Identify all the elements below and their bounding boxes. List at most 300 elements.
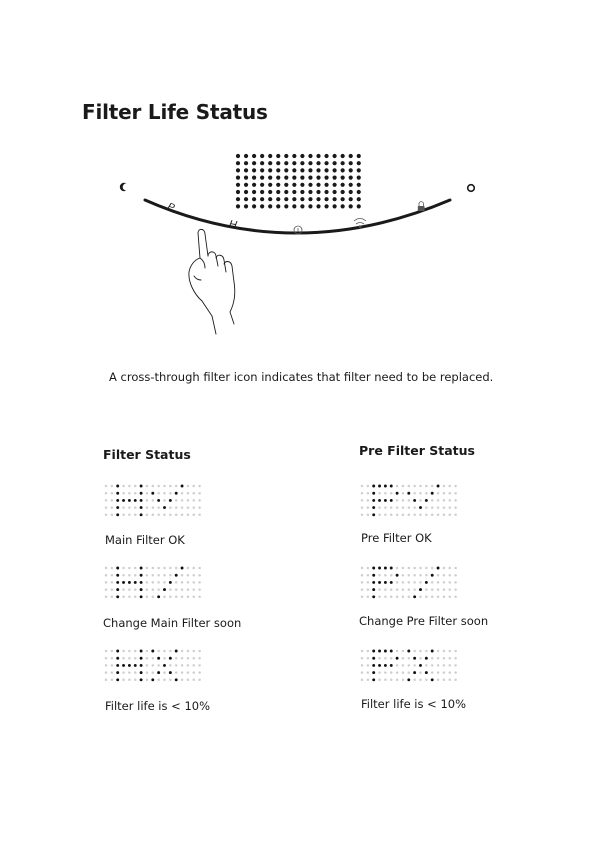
unlit-dot	[402, 567, 405, 570]
dot-matrix-display	[236, 154, 361, 209]
unlit-dot	[146, 679, 149, 682]
lit-dot	[163, 588, 166, 591]
unlit-dot	[402, 581, 405, 584]
unlit-dot	[449, 514, 452, 517]
unlit-dot	[437, 492, 440, 495]
lit-dot	[151, 678, 154, 681]
unlit-dot	[361, 506, 364, 509]
unlit-dot	[425, 485, 428, 488]
unlit-dot	[187, 485, 190, 488]
unlit-dot	[454, 574, 457, 577]
unlit-dot	[449, 664, 452, 667]
unlit-dot	[361, 581, 364, 584]
unlit-dot	[419, 679, 422, 682]
unlit-dot	[193, 650, 196, 653]
lit-dot	[413, 657, 416, 660]
unlit-dot	[443, 581, 446, 584]
unlit-dot	[187, 650, 190, 653]
lit-dot	[431, 574, 434, 577]
unlit-dot	[198, 574, 201, 577]
lit-dot	[181, 567, 184, 570]
unlit-dot	[169, 664, 172, 667]
unlit-dot	[157, 492, 160, 495]
lit-dot	[169, 671, 172, 674]
lit-dot	[396, 492, 399, 495]
unlit-dot	[122, 492, 125, 495]
unlit-dot	[378, 506, 381, 509]
lit-dot	[116, 588, 119, 591]
lit-dot	[157, 595, 160, 598]
unlit-dot	[396, 679, 399, 682]
unlit-dot	[443, 567, 446, 570]
unlit-dot	[128, 492, 131, 495]
unlit-dot	[187, 514, 190, 517]
lit-dot	[378, 581, 381, 584]
unlit-dot	[146, 506, 149, 509]
unlit-dot	[175, 499, 178, 502]
unlit-dot	[384, 671, 387, 674]
unlit-dot	[128, 650, 131, 653]
unlit-dot	[157, 514, 160, 517]
lit-dot	[163, 664, 166, 667]
lit-dot	[140, 574, 143, 577]
unlit-dot	[437, 581, 440, 584]
unlit-dot	[402, 671, 405, 674]
lit-dot	[372, 678, 375, 681]
lit-dot	[384, 499, 387, 502]
lit-dot	[116, 650, 119, 653]
unlit-dot	[361, 664, 364, 667]
lit-dot	[425, 657, 428, 660]
lit-dot	[134, 581, 137, 584]
unlit-dot	[181, 664, 184, 667]
change-pre-filter-soon-display	[359, 564, 459, 601]
lit-dot	[157, 657, 160, 660]
unlit-dot	[367, 588, 370, 591]
unlit-dot	[378, 679, 381, 682]
device-panel-diagram	[110, 148, 490, 348]
unlit-dot	[402, 596, 405, 599]
lit-dot	[116, 567, 119, 570]
lit-dot	[372, 567, 375, 570]
unlit-dot	[181, 506, 184, 509]
unlit-dot	[146, 485, 149, 488]
unlit-dot	[146, 581, 149, 584]
unlit-dot	[105, 679, 108, 682]
unlit-dot	[163, 499, 166, 502]
lit-dot	[140, 664, 143, 667]
unlit-dot	[105, 499, 108, 502]
unlit-dot	[198, 581, 201, 584]
unlit-dot	[419, 499, 422, 502]
lit-dot	[390, 499, 393, 502]
unlit-dot	[187, 657, 190, 660]
pointing-hand-illustration	[189, 229, 235, 334]
unlit-dot	[361, 574, 364, 577]
lit-dot	[437, 567, 440, 570]
unlit-dot	[152, 567, 155, 570]
lit-dot	[407, 678, 410, 681]
unlit-dot	[122, 514, 125, 517]
lit-dot	[384, 485, 387, 488]
unlit-dot	[175, 657, 178, 660]
lit-dot	[140, 581, 143, 584]
unlit-dot	[367, 492, 370, 495]
unlit-dot	[367, 650, 370, 653]
lit-dot	[372, 664, 375, 667]
unlit-dot	[146, 574, 149, 577]
unlit-dot	[437, 664, 440, 667]
unlit-dot	[408, 567, 411, 570]
unlit-dot	[408, 499, 411, 502]
unlit-dot	[443, 657, 446, 660]
unlit-dot	[152, 664, 155, 667]
unlit-dot	[408, 596, 411, 599]
lit-dot	[419, 664, 422, 667]
unlit-dot	[443, 671, 446, 674]
unlit-dot	[390, 671, 393, 674]
unlit-dot	[396, 506, 399, 509]
lit-dot	[116, 657, 119, 660]
unlit-dot	[146, 499, 149, 502]
unlit-dot	[367, 581, 370, 584]
unlit-dot	[402, 492, 405, 495]
lit-dot	[419, 506, 422, 509]
lit-dot	[175, 678, 178, 681]
unlit-dot	[402, 650, 405, 653]
unlit-dot	[163, 650, 166, 653]
unlit-dot	[449, 588, 452, 591]
unlit-dot	[384, 514, 387, 517]
unlit-dot	[454, 581, 457, 584]
lit-dot	[372, 513, 375, 516]
unlit-dot	[413, 506, 416, 509]
lit-dot	[407, 492, 410, 495]
unlit-dot	[187, 664, 190, 667]
lit-dot	[163, 506, 166, 509]
unlit-dot	[367, 506, 370, 509]
lit-dot	[396, 657, 399, 660]
unlit-dot	[198, 514, 201, 517]
unlit-dot	[198, 671, 201, 674]
unlit-dot	[419, 514, 422, 517]
lit-dot	[116, 513, 119, 516]
unlit-dot	[111, 492, 114, 495]
lit-dot	[140, 485, 143, 488]
unlit-dot	[134, 596, 137, 599]
unlit-dot	[449, 657, 452, 660]
unlit-dot	[146, 492, 149, 495]
lit-dot	[140, 567, 143, 570]
unlit-dot	[181, 574, 184, 577]
unlit-dot	[425, 506, 428, 509]
lit-dot	[157, 671, 160, 674]
unlit-dot	[431, 506, 434, 509]
unlit-dot	[425, 567, 428, 570]
unlit-dot	[181, 671, 184, 674]
unlit-dot	[454, 506, 457, 509]
change-pre-filter-soon-label: Change Pre Filter soon	[359, 614, 489, 628]
unlit-dot	[454, 679, 457, 682]
unlit-dot	[449, 567, 452, 570]
lit-dot	[140, 499, 143, 502]
unlit-dot	[390, 596, 393, 599]
unlit-dot	[146, 657, 149, 660]
lit-dot	[390, 650, 393, 653]
unlit-dot	[111, 485, 114, 488]
lit-dot	[384, 664, 387, 667]
unlit-dot	[425, 492, 428, 495]
unlit-dot	[193, 588, 196, 591]
unlit-dot	[128, 567, 131, 570]
unlit-dot	[378, 588, 381, 591]
unlit-dot	[413, 492, 416, 495]
unlit-dot	[175, 485, 178, 488]
unlit-dot	[449, 650, 452, 653]
unlit-dot	[193, 492, 196, 495]
unlit-dot	[431, 664, 434, 667]
unlit-dot	[413, 588, 416, 591]
power-icon	[468, 185, 475, 192]
unlit-dot	[378, 574, 381, 577]
unlit-dot	[443, 588, 446, 591]
unlit-dot	[390, 588, 393, 591]
unlit-dot	[408, 506, 411, 509]
unlit-dot	[128, 671, 131, 674]
lit-dot	[116, 595, 119, 598]
unlit-dot	[187, 671, 190, 674]
unlit-dot	[134, 514, 137, 517]
lit-dot	[384, 567, 387, 570]
unlit-dot	[419, 650, 422, 653]
unlit-dot	[437, 650, 440, 653]
unlit-dot	[402, 657, 405, 660]
lit-dot	[378, 650, 381, 653]
unlit-dot	[187, 581, 190, 584]
unlit-dot	[163, 492, 166, 495]
unlit-dot	[181, 588, 184, 591]
unlit-dot	[169, 506, 172, 509]
unlit-dot	[437, 514, 440, 517]
unlit-dot	[157, 581, 160, 584]
main-filter-replace-display	[103, 647, 203, 684]
unlit-dot	[134, 650, 137, 653]
unlit-dot	[408, 657, 411, 660]
unlit-dot	[105, 588, 108, 591]
unlit-dot	[157, 567, 160, 570]
unlit-dot	[111, 514, 114, 517]
unlit-dot	[443, 514, 446, 517]
unlit-dot	[449, 506, 452, 509]
lit-dot	[390, 485, 393, 488]
unlit-dot	[163, 679, 166, 682]
unlit-dot	[169, 492, 172, 495]
filter-status-heading: Filter Status	[103, 447, 191, 462]
unlit-dot	[111, 506, 114, 509]
pre-filter-replace-label: Filter life is < 10%	[361, 697, 466, 711]
unlit-dot	[187, 499, 190, 502]
main-filter-ok-label: Main Filter OK	[105, 533, 185, 547]
unlit-dot	[413, 581, 416, 584]
lit-dot	[372, 499, 375, 502]
unlit-dot	[396, 485, 399, 488]
unlit-dot	[437, 596, 440, 599]
unlit-dot	[122, 596, 125, 599]
unlit-dot	[146, 596, 149, 599]
unlit-dot	[152, 671, 155, 674]
unlit-dot	[408, 581, 411, 584]
unlit-dot	[425, 514, 428, 517]
unlit-dot	[157, 650, 160, 653]
unlit-dot	[198, 485, 201, 488]
unlit-dot	[187, 574, 190, 577]
unlit-dot	[378, 657, 381, 660]
unlit-dot	[105, 574, 108, 577]
unlit-dot	[157, 574, 160, 577]
unlit-dot	[454, 514, 457, 517]
unlit-dot	[157, 506, 160, 509]
unlit-dot	[431, 671, 434, 674]
unlit-dot	[105, 664, 108, 667]
unlit-dot	[193, 657, 196, 660]
unlit-dot	[378, 671, 381, 674]
unlit-dot	[454, 671, 457, 674]
unlit-dot	[193, 581, 196, 584]
unlit-dot	[443, 679, 446, 682]
lit-dot	[140, 588, 143, 591]
unlit-dot	[437, 506, 440, 509]
lit-dot	[128, 499, 131, 502]
lit-dot	[372, 485, 375, 488]
unlit-dot	[152, 596, 155, 599]
unlit-dot	[157, 485, 160, 488]
unlit-dot	[384, 506, 387, 509]
unlit-dot	[193, 499, 196, 502]
unlit-dot	[378, 514, 381, 517]
unlit-dot	[437, 499, 440, 502]
unlit-dot	[105, 492, 108, 495]
unlit-dot	[193, 506, 196, 509]
unlit-dot	[152, 499, 155, 502]
unlit-dot	[198, 506, 201, 509]
lit-dot	[122, 581, 125, 584]
unlit-dot	[413, 679, 416, 682]
unlit-dot	[449, 485, 452, 488]
unlit-dot	[443, 499, 446, 502]
unlit-dot	[396, 650, 399, 653]
lit-dot	[431, 492, 434, 495]
lit-dot	[372, 595, 375, 598]
unlit-dot	[122, 485, 125, 488]
unlit-dot	[134, 657, 137, 660]
unlit-dot	[122, 671, 125, 674]
lit-dot	[425, 671, 428, 674]
lock-icon	[418, 202, 425, 211]
unlit-dot	[169, 650, 172, 653]
main-filter-replace-label: Filter life is < 10%	[105, 699, 210, 713]
unlit-dot	[169, 514, 172, 517]
change-main-filter-soon-label: Change Main Filter soon	[103, 616, 242, 630]
unlit-dot	[157, 664, 160, 667]
unlit-dot	[408, 664, 411, 667]
lit-dot	[116, 506, 119, 509]
unlit-dot	[128, 514, 131, 517]
unlit-dot	[105, 657, 108, 660]
lit-dot	[431, 678, 434, 681]
unlit-dot	[449, 581, 452, 584]
unlit-dot	[361, 492, 364, 495]
lit-dot	[116, 485, 119, 488]
unlit-dot	[146, 567, 149, 570]
unlit-dot	[193, 567, 196, 570]
unlit-dot	[384, 574, 387, 577]
lit-dot	[116, 664, 119, 667]
unlit-dot	[146, 588, 149, 591]
unlit-dot	[152, 657, 155, 660]
pre-filter-ok-display	[359, 482, 459, 519]
unlit-dot	[384, 657, 387, 660]
unlit-dot	[111, 679, 114, 682]
unlit-dot	[134, 492, 137, 495]
lit-dot	[175, 492, 178, 495]
unlit-dot	[175, 596, 178, 599]
unlit-dot	[361, 485, 364, 488]
lit-dot	[140, 678, 143, 681]
lit-dot	[372, 581, 375, 584]
unlit-dot	[449, 492, 452, 495]
unlit-dot	[163, 657, 166, 660]
unlit-dot	[361, 588, 364, 591]
unlit-dot	[157, 588, 160, 591]
unlit-dot	[402, 506, 405, 509]
unlit-dot	[198, 664, 201, 667]
unlit-dot	[443, 574, 446, 577]
unlit-dot	[134, 485, 137, 488]
lit-dot	[116, 492, 119, 495]
unlit-dot	[449, 499, 452, 502]
unlit-dot	[187, 679, 190, 682]
unlit-dot	[128, 657, 131, 660]
unlit-dot	[187, 567, 190, 570]
unlit-dot	[152, 514, 155, 517]
unlit-dot	[431, 567, 434, 570]
unlit-dot	[402, 574, 405, 577]
unlit-dot	[193, 574, 196, 577]
unlit-dot	[419, 485, 422, 488]
lit-dot	[175, 650, 178, 653]
unlit-dot	[402, 514, 405, 517]
unlit-dot	[193, 485, 196, 488]
unlit-dot	[390, 492, 393, 495]
unlit-dot	[402, 499, 405, 502]
unlit-dot	[198, 657, 201, 660]
unlit-dot	[163, 567, 166, 570]
unlit-dot	[384, 679, 387, 682]
unlit-dot	[396, 567, 399, 570]
unlit-dot	[367, 596, 370, 599]
unlit-dot	[425, 596, 428, 599]
lit-dot	[372, 492, 375, 495]
unlit-dot	[425, 679, 428, 682]
lit-dot	[140, 657, 143, 660]
unlit-dot	[361, 499, 364, 502]
unlit-dot	[419, 596, 422, 599]
unlit-dot	[449, 596, 452, 599]
unlit-dot	[367, 485, 370, 488]
unlit-dot	[181, 679, 184, 682]
unlit-dot	[105, 671, 108, 674]
unlit-dot	[443, 664, 446, 667]
